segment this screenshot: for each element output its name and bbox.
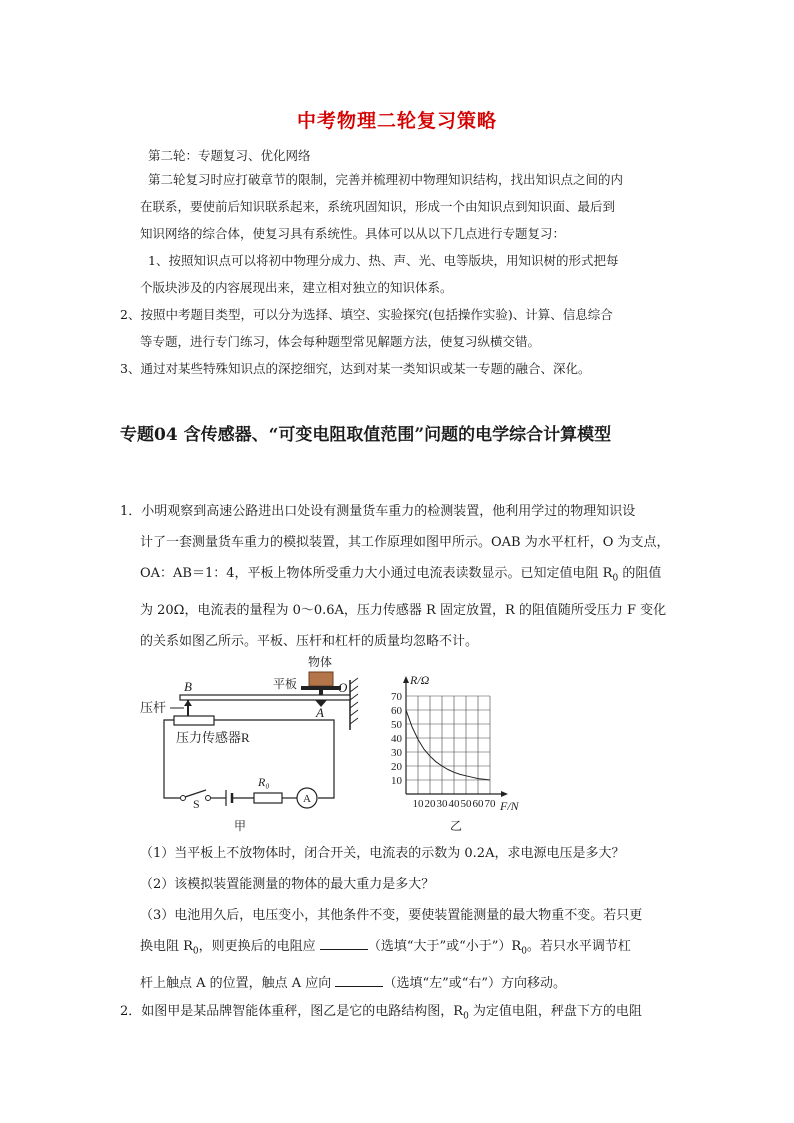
label-plate: 平板: [273, 677, 298, 691]
plate-stem: [319, 690, 323, 695]
rod-arrow: [184, 700, 192, 706]
q2-sub: 0: [463, 1011, 469, 1022]
para1-line: 第二轮复习时应打破章节的限制，完善并梳理初中物理知识结构，找出知识点之间的内: [148, 172, 624, 187]
y-axis-label: R/Ω: [410, 673, 430, 687]
y-tick-label: 10: [391, 775, 402, 787]
label-rod: 压杆: [140, 700, 167, 715]
section-title: 专题04 含传感器、“可变电阻取值范围”问题的电学综合计算模型: [120, 425, 612, 445]
q1-sub3-l2b: ，则更换后的电阻应: [198, 939, 316, 954]
chart-ticks: [391, 691, 496, 810]
chart-grid: [406, 696, 490, 794]
q1-l3-end: 的阻值: [618, 566, 662, 581]
pressure-sensor: [174, 716, 214, 725]
q1-line: 计了一套测量货车重力的模拟装置，其工作原理如图甲所示。OAB 为水平杠杆，O 为支点，: [140, 535, 670, 550]
x-tick-label: 50: [460, 798, 472, 810]
q1-sub3-sub: 0: [192, 946, 199, 957]
resistor-R0: [254, 793, 282, 803]
item1-line: 1、按照知识点可以将初中物理分成力、热、声、光、电等版块，用知识树的形式把每: [148, 253, 619, 268]
item2-line: 等专题，进行专门练习，体会每种题型常见解题方法，使复习纵横交错。: [140, 334, 541, 349]
label-sensor: 压力传感器R: [176, 730, 250, 745]
x-tick-label: 30: [436, 798, 448, 810]
switch-contact: [206, 796, 211, 801]
label-O: O: [338, 680, 348, 695]
answer-blank[interactable]: [335, 974, 383, 987]
q1-l3-text: OA：AB＝1：4，平板上物体所受重力大小通过电流表读数显示。已知定值电阻 R: [140, 566, 613, 581]
caption-jia: 甲: [234, 819, 247, 833]
r-f-curve: [406, 710, 490, 780]
q1-sub3-line2: [120, 931, 680, 968]
label-ammeter: A: [303, 793, 311, 805]
plate: [301, 686, 341, 690]
chart-axes: [403, 676, 508, 797]
q1-sub3-l2d: 。若只水平调节杠: [526, 939, 631, 954]
label-object: 物体: [308, 655, 333, 669]
label-S: S: [193, 797, 200, 811]
y-tick-label: 20: [391, 761, 402, 773]
q2-line: [120, 996, 680, 1033]
para1-line: 在联系，要使前后知识联系起来，系统巩固知识，形成一个由知识点到知识面、最后到: [140, 199, 616, 214]
y-tick-label: 70: [391, 691, 402, 703]
x-tick-label: 10: [412, 798, 424, 810]
q1-sub3-l3b: （选填“左”或“右”）方向移动。: [383, 975, 567, 991]
x-axis-label: F/N: [500, 799, 519, 813]
q1-sub3-l2c: （选填“大于”或“小于”）R: [367, 939, 522, 954]
x-tick-label: 70: [484, 798, 496, 810]
y-tick-label: 40: [391, 733, 402, 745]
x-axis-arrow: [501, 791, 508, 797]
q1-sub3-sub2: 0: [521, 946, 527, 957]
label-B: B: [184, 679, 192, 694]
wall-hatch: [350, 678, 358, 724]
q1-sub3: （3）电池用久后，电压变小，其他条件不变，要使装置能测量的最大物重不变。若只更: [140, 908, 643, 923]
switch-blade: [185, 790, 206, 797]
y-axis-arrow: [403, 676, 409, 683]
item3-line: 3、通过对某些特殊知识点的深挖细究，达到对某一类知识或某一专题的融合、深化。: [120, 361, 591, 376]
x-tick-label: 20: [424, 798, 436, 810]
y-tick-label: 60: [391, 705, 402, 717]
circuit-diagram: [136, 650, 376, 835]
object-block: [309, 672, 333, 686]
para1-line: 知识网络的综合体，使复习具有系统性。具体可以从以下几点进行专题复习：: [140, 226, 566, 241]
question-2: [120, 996, 680, 1033]
q2-l1b: 为定值电阻，秤盘下方的电阻: [468, 1004, 642, 1019]
question-1: [120, 496, 680, 657]
intro-para1: [120, 166, 680, 382]
q1-line: 的关系如图乙所示。平板、压杆和杠杆的质量均忽略不计。: [140, 633, 479, 649]
q1-sub3-l2a: 换电阻 R: [140, 939, 193, 954]
q1-l3-sub: 0: [612, 573, 619, 584]
q1-sub2: （2）该模拟装置能测量的物体的最大重力是多大？: [140, 877, 435, 892]
label-R0: R₀: [258, 775, 270, 789]
intro-stage: [120, 142, 680, 169]
q1-line: 为 20Ω，电流表的量程为 0～0.6A，压力传感器 R 固定放置，R 的阻值随所受压力 F 变化: [140, 602, 667, 618]
q1-sub3-l3a: 杆上触点 A 的位置，触点 A 应向: [140, 975, 332, 991]
q1-line: 1．小明观察到高速公路进出口处设有测量货车重力的检测装置，他利用学过的物理知识设: [120, 504, 636, 519]
label-A: A: [316, 705, 324, 720]
y-tick-label: 30: [391, 747, 402, 759]
q2-l1a: 2．如图甲是某品牌智能体重秤，图乙是它的电路结构图，R: [120, 1004, 464, 1019]
item2-line: 2、按照中考题目类型，可以分为选择、填空、实验探究(包括操作实验)、计算、信息综合: [120, 307, 613, 322]
item1-line: 个版块涉及的内容展现出来，建立相对独立的知识体系。: [140, 280, 453, 295]
q1-sub1: （1）当平板上不放物体时，闭合开关，电流表的示数为 0.2A，求电源电压是多大？: [140, 846, 625, 861]
x-tick-label: 60: [472, 798, 484, 810]
lever-bar: [180, 695, 350, 700]
switch-contact: [181, 796, 186, 801]
answer-blank[interactable]: [320, 937, 368, 950]
q1-sub3-line3: [120, 968, 680, 999]
question-1-subparts: [120, 838, 680, 999]
r-f-chart: [372, 668, 542, 838]
x-tick-label: 40: [448, 798, 460, 810]
y-tick-label: 50: [391, 719, 402, 731]
page-title: 中考物理二轮复习策略: [296, 110, 497, 132]
caption-yi: 乙: [450, 819, 463, 833]
q1-line-3: [120, 558, 680, 595]
intro-stage-text: 第二轮：专题复习、优化网络: [148, 148, 311, 163]
